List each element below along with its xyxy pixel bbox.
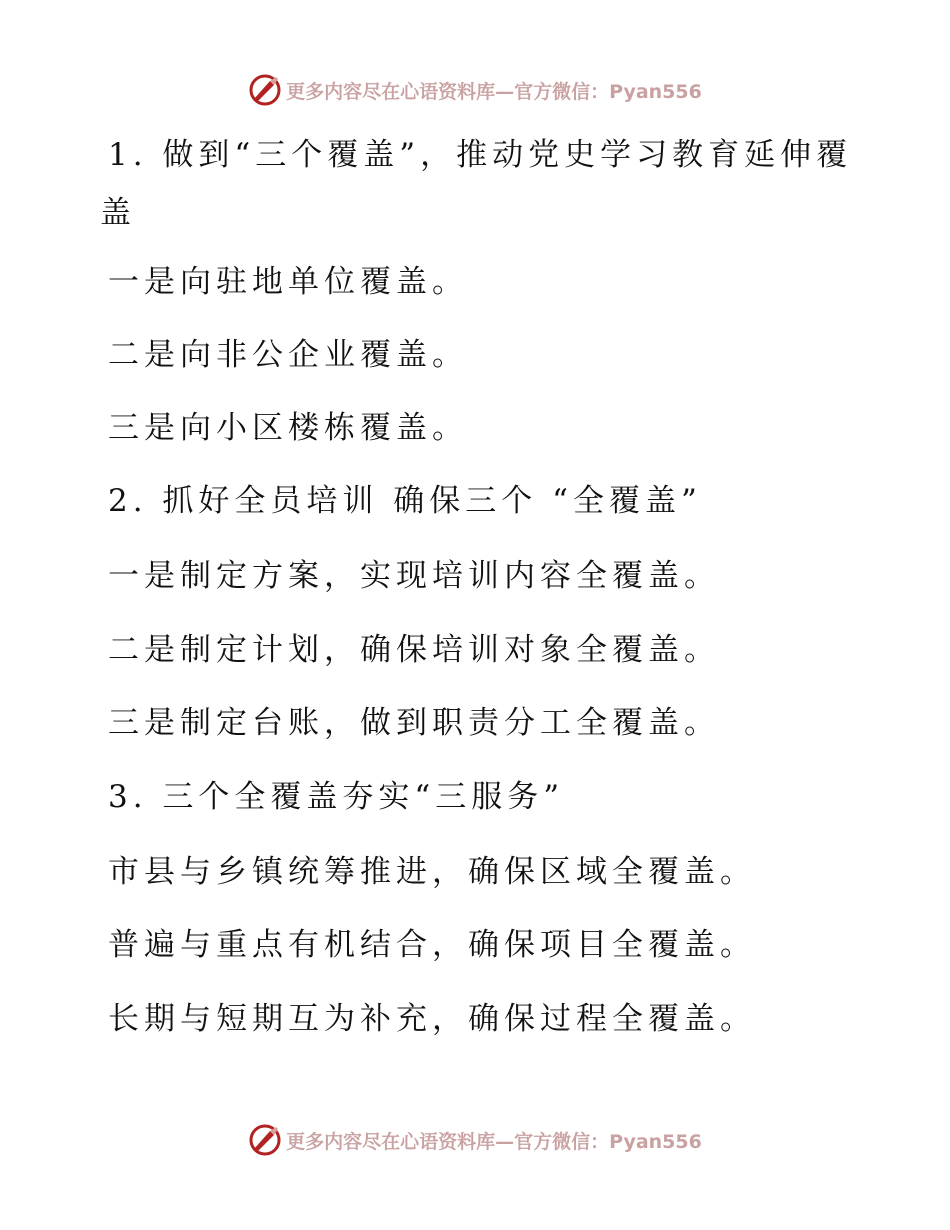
list-item: 一是制定方案，实现培训内容全覆盖。 bbox=[108, 558, 720, 594]
list-item: 三是向小区楼栋覆盖。 bbox=[108, 410, 468, 446]
list-item: 二是向非公企业覆盖。 bbox=[108, 337, 468, 373]
list-item: 三是制定台账，做到职责分工全覆盖。 bbox=[108, 705, 720, 741]
pen-logo-icon bbox=[248, 73, 282, 107]
list-item: 一是向驻地单位覆盖。 bbox=[108, 264, 468, 300]
section-heading-1: 1. 做到“三个覆盖”，推动党史学习教育延伸覆盖 bbox=[100, 137, 853, 231]
watermark-text: 更多内容尽在心语资料库—官方微信：Pyan556 bbox=[286, 1130, 702, 1153]
list-item: 普遍与重点有机结合，确保项目全覆盖。 bbox=[108, 927, 756, 963]
list-item: 长期与短期互为补充，确保过程全覆盖。 bbox=[108, 1001, 756, 1037]
header-watermark-banner bbox=[0, 70, 950, 110]
section-heading-3: 3. 三个全覆盖夯实“三服务” bbox=[108, 779, 565, 815]
footer-watermark-banner bbox=[0, 1120, 950, 1160]
watermark-text: 更多内容尽在心语资料库—官方微信：Pyan556 bbox=[286, 80, 702, 103]
list-item: 二是制定计划，确保培训对象全覆盖。 bbox=[108, 632, 720, 668]
list-item: 市县与乡镇统筹推进，确保区域全覆盖。 bbox=[108, 854, 756, 890]
pen-logo-icon bbox=[248, 1123, 282, 1157]
section-heading-2: 2. 抓好全员培训 确保三个 “全覆盖” bbox=[108, 483, 702, 519]
